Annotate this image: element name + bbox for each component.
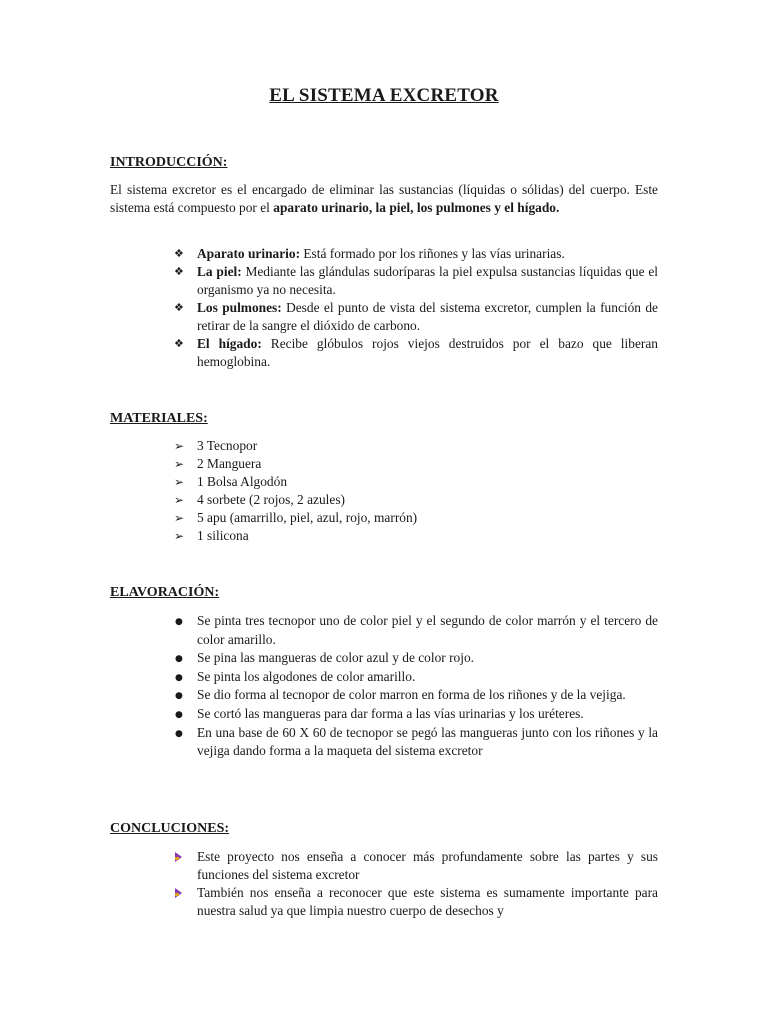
dot-bullet-icon: ●	[175, 709, 183, 720]
conclusions-heading: CONCLUCIONES:	[110, 821, 230, 836]
diamond-bullet-icon: ❖	[174, 265, 184, 278]
list-item	[174, 612, 658, 649]
intro-heading: INTRODUCCIÓN:	[110, 155, 228, 170]
materials-heading: MATERIALES:	[110, 411, 208, 426]
diamond-bullet-icon: ❖	[174, 337, 184, 350]
item-desc: Recibe glóbulos rojos viejos destruidos por el bazo que liberan hemoglobina.	[197, 336, 658, 369]
item-term: Aparato urinario:	[197, 246, 301, 261]
arrow-bullet-icon: ➢	[174, 439, 185, 453]
list-item	[174, 884, 658, 920]
item-text: 1 Bolsa Algodón	[197, 474, 288, 489]
item-text: En una base de 60 X 60 de tecnopor se pegó las mangueras junto con los riñones y la vejiga dando forma a la maqueta del sistema excretor	[197, 724, 658, 759]
list-item	[174, 686, 658, 705]
arrow-bullet-icon: ➢	[174, 457, 185, 471]
item-text: Se pinta los algodones de color amarillo.	[197, 668, 416, 684]
item-text: También nos enseña a reconocer que este sistema es sumamente importante para nuestra salud ya que limpia nuestro cuerpo de desechos y	[197, 885, 658, 918]
arrow-bullet-icon: ➢	[174, 475, 185, 489]
item-term: La piel:	[197, 264, 242, 279]
conclusions-list	[174, 848, 658, 920]
item-desc: Mediante las glándulas sudoríparas la piel expulsa sustancias líquidas que el organismo ya no necesita.	[197, 264, 658, 297]
item-text: Se pina las mangueras de color azul y de color rojo.	[197, 650, 475, 666]
list-item	[174, 299, 658, 335]
dot-bullet-icon: ●	[175, 672, 183, 683]
item-term: Los pulmones:	[197, 300, 282, 315]
triangle-bullet-accent	[175, 857, 179, 860]
list-item	[174, 649, 658, 668]
list-item	[174, 437, 658, 455]
arrow-bullet-icon: ➢	[174, 529, 185, 543]
arrow-bullet-icon: ➢	[174, 511, 185, 525]
diamond-bullet-icon: ❖	[174, 247, 184, 260]
intro-text-bold: aparato urinario, la piel, los pulmones y el hígado.	[273, 200, 560, 215]
item-desc: Está formado por los riñones y las vías urinarias.	[300, 246, 565, 261]
list-item	[174, 335, 658, 371]
list-item	[174, 509, 658, 527]
item-text: 1 silicona	[197, 528, 249, 543]
triangle-bullet-accent	[175, 893, 179, 896]
diamond-bullet-icon: ❖	[174, 301, 184, 314]
dot-bullet-icon: ●	[175, 617, 183, 627]
item-text: 5 apu (amarrillo, piel, azul, rojo, marrón)	[197, 510, 418, 525]
list-item	[174, 705, 658, 724]
dot-bullet-icon: ●	[175, 654, 183, 665]
list-item	[174, 527, 658, 545]
page-title: EL SISTEMA EXCRETOR	[269, 85, 499, 106]
item-text: Se pinta tres tecnopor uno de color piel y el segundo de color marrón y el tercero de color amarillo.	[197, 613, 658, 647]
item-text: 4 sorbete (2 rojos, 2 azules)	[197, 492, 345, 507]
list-item	[174, 668, 658, 687]
item-text: Se dio forma al tecnopor de color marron en forma de los riñones y de la vejiga.	[197, 687, 626, 703]
list-item	[174, 455, 658, 473]
arrow-bullet-icon: ➢	[174, 493, 185, 507]
list-item	[174, 245, 658, 263]
intro-list	[174, 245, 658, 371]
item-text: 2 Manguera	[197, 456, 262, 471]
list-item	[174, 724, 658, 761]
item-text: Se cortó las mangueras para dar forma a las vías urinarias y los uréteres.	[197, 705, 584, 721]
list-item	[174, 491, 658, 509]
elaboration-heading: ELAVORACIÓN:	[110, 585, 220, 600]
item-desc: Desde el punto de vista del sistema excretor, cumplen la función de retirar de la sangre el dióxido de carbono.	[197, 300, 658, 333]
intro-text: El sistema excretor es el encargado de eliminar las sustancias (líquidas o sólidas) del cuerpo. Este sistema está compuesto por el	[110, 182, 658, 215]
materials-list	[174, 437, 658, 545]
item-term: El hígado:	[197, 336, 262, 351]
list-item	[174, 263, 658, 299]
list-item	[174, 473, 658, 491]
item-text: 3 Tecnopor	[197, 438, 258, 453]
item-text: Este proyecto nos enseña a conocer más profundamente sobre las partes y sus funciones del sistema excretor	[197, 849, 658, 882]
elaboration-list	[174, 612, 658, 761]
intro-paragraph	[110, 181, 658, 217]
dot-bullet-icon: ●	[175, 728, 183, 739]
list-item	[174, 848, 658, 884]
dot-bullet-icon: ●	[175, 691, 183, 702]
